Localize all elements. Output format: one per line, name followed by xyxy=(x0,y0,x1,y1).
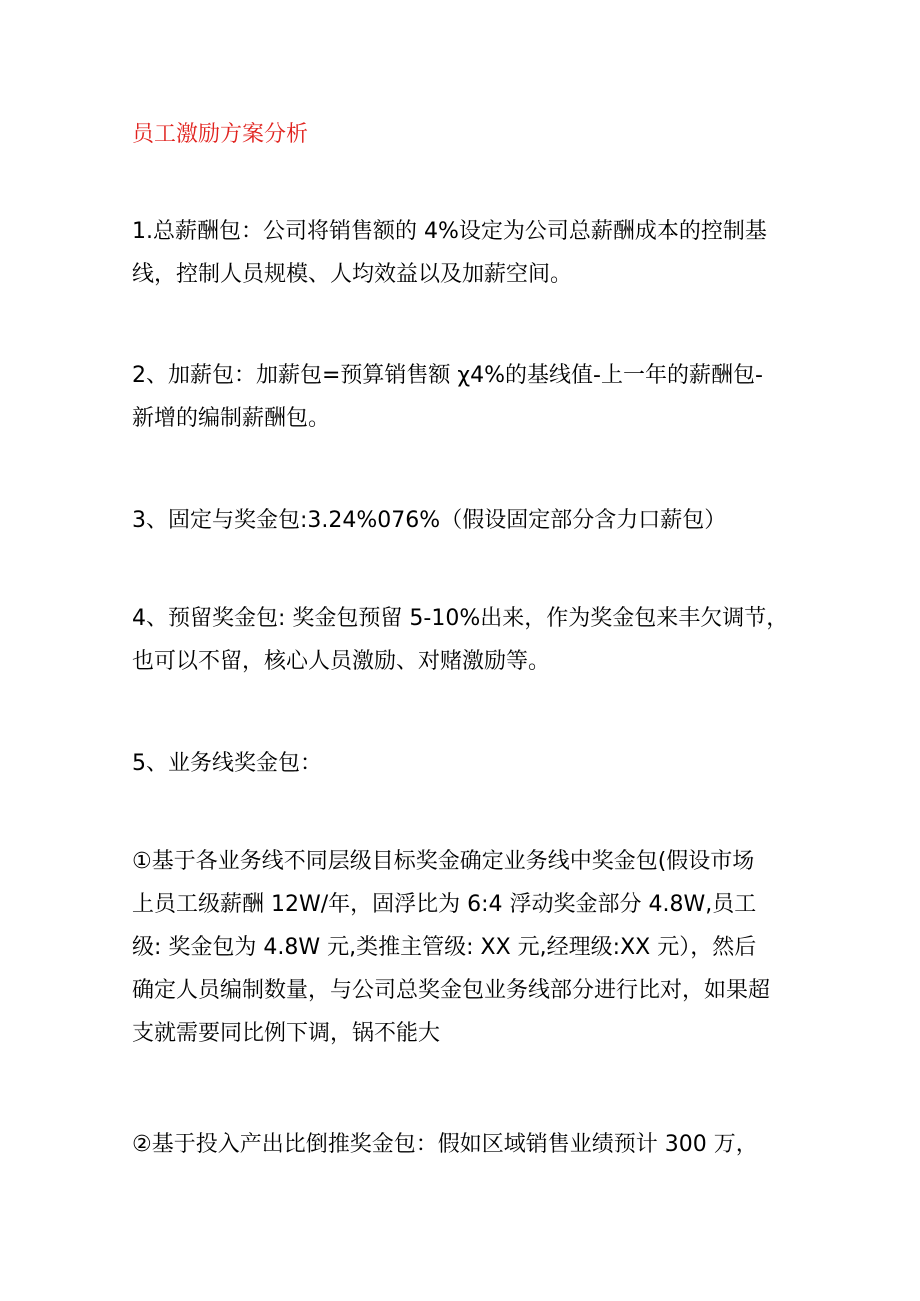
paragraph-line: 3、固定与奖金包:3.24%076%（假设固定部分含力口薪包） xyxy=(132,508,727,533)
paragraph-line: 级: 奖金包为 4.8W 元,类推主管级: XX 元,经理级:XX 元），然后 xyxy=(132,935,757,960)
paragraph-fixed-bonus xyxy=(132,499,812,542)
document-title: 员工激励方案分析 xyxy=(132,122,309,147)
paragraph-line: 新增的编制薪酬包。 xyxy=(132,406,331,431)
paragraph-total-compensation xyxy=(132,210,812,296)
paragraph-line: 上员工级薪酬 12W/年，固浮比为 6:4 浮动奖金部分 4.8W,员工 xyxy=(132,892,757,917)
paragraph-line: 也可以不留，核心人员激励、对赌激励等。 xyxy=(132,649,551,674)
paragraph-line: ①基于各业务线不同层级目标奖金确定业务线中奖金包(假设市场 xyxy=(132,849,755,874)
paragraph-line: 确定人员编制数量，与公司总奖金包业务线部分进行比对，如果超 xyxy=(132,978,771,1003)
paragraph-business-line-bonus xyxy=(132,742,812,785)
paragraph-line: 线，控制人员规模、人均效益以及加薪空间。 xyxy=(132,262,573,287)
paragraph-reserved-bonus xyxy=(132,597,812,683)
paragraph-line: 1.总薪酬包：公司将销售额的 4%设定为公司总薪酬成本的控制基 xyxy=(132,219,767,244)
paragraph-target-bonus-method xyxy=(132,840,812,1055)
paragraph-line: 5、业务线奖金包： xyxy=(132,751,322,776)
paragraph-line: ②基于投入产出比倒推奖金包：假如区域销售业绩预计 300 万， xyxy=(132,1132,758,1157)
paragraph-input-output-method xyxy=(132,1123,812,1166)
paragraph-line: 2、加薪包：加薪包=预算销售额 χ4%的基线值-上一年的薪酬包- xyxy=(132,363,763,388)
paragraph-raise-package xyxy=(132,354,812,440)
paragraph-line: 支就需要同比例下调，锅不能大 xyxy=(132,1021,441,1046)
paragraph-line: 4、预留奖金包: 奖金包预留 5-10%出来，作为奖金包来丰欠调节， xyxy=(132,606,789,631)
